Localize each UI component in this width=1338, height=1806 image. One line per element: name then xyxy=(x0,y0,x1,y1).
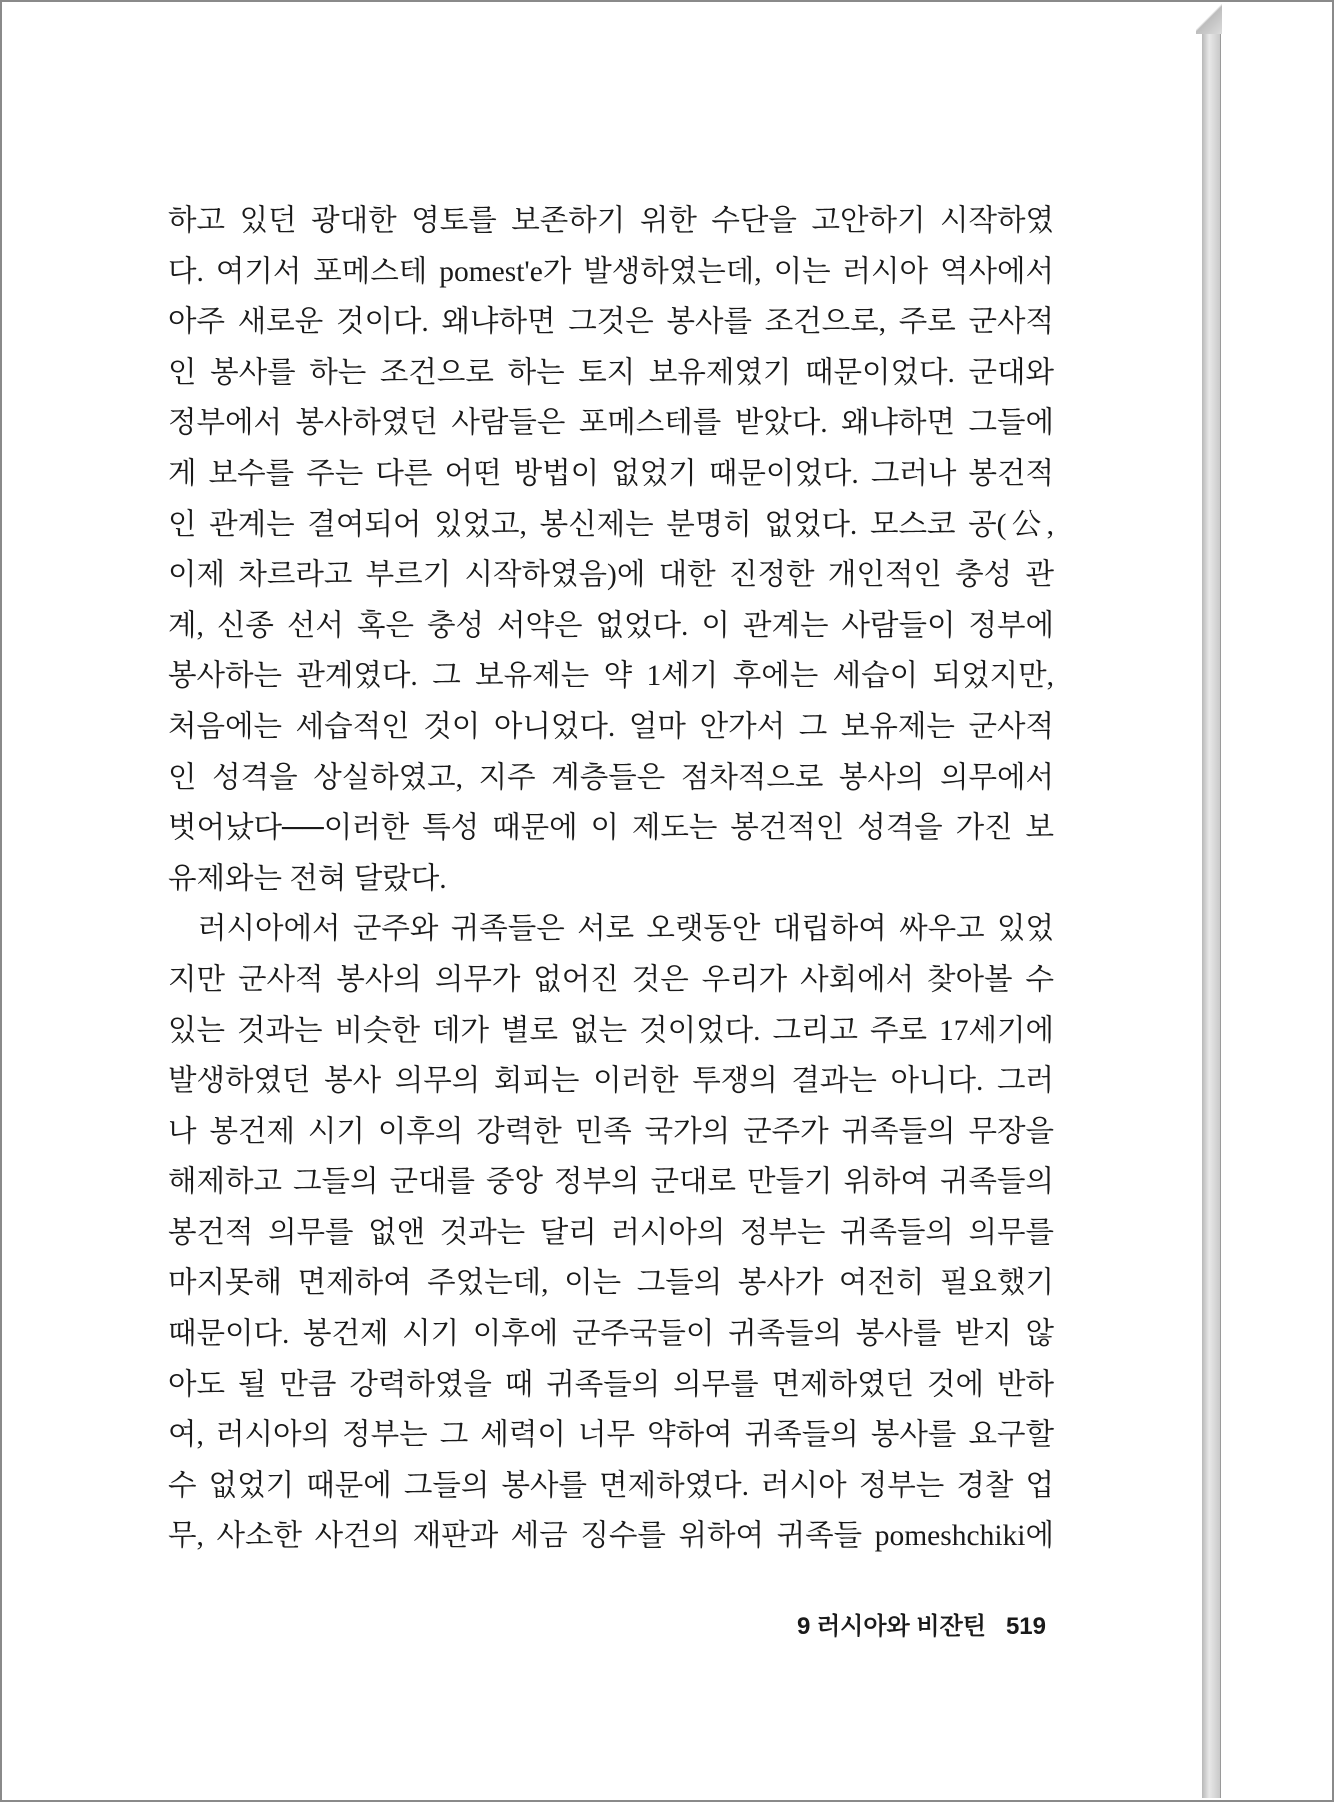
chapter-title: 9 러시아와 비잔틴 xyxy=(796,1613,986,1640)
running-footer xyxy=(600,1606,1046,1641)
text-line: 발생하였던 봉사 의무의 회피는 이러한 투쟁의 결과는 아니다. 그러 xyxy=(168,1065,1054,1098)
text-line: 봉건적 의무를 없앤 것과는 달리 러시아의 정부는 귀족들의 의무를 xyxy=(168,1216,1054,1249)
text-line: 처음에는 세습적인 것이 아니었다. 얼마 안가서 그 보유제는 군사적 xyxy=(168,710,1054,743)
text-line: 무, 사소한 사건의 재판과 세금 징수를 위하여 귀족들 pomeshchiki에 xyxy=(168,1520,1054,1553)
text-line: 게 보수를 주는 다른 어떤 방법이 없었기 때문이었다. 그러나 봉건적 xyxy=(168,457,1054,490)
text-line: 아도 될 만큼 강력하였을 때 귀족들의 의무를 면제하였던 것에 반하 xyxy=(168,1368,1054,1401)
text-line: 인 봉사를 하는 조건으로 하는 토지 보유제였기 때문이었다. 군대와 xyxy=(168,356,1054,389)
text-line: 수 없었기 때문에 그들의 봉사를 면제하였다. 러시아 정부는 경찰 업 xyxy=(168,1469,1054,1502)
text-line: 인 관계는 결여되어 있었고, 봉신제는 분명히 없었다. 모스코 공(公, xyxy=(168,508,1054,541)
text-line: 유제와는 전혀 달랐다. xyxy=(168,862,447,895)
page-corner xyxy=(1196,4,1222,34)
text-line: 해제하고 그들의 군대를 중앙 정부의 군대로 만들기 위하여 귀족들의 xyxy=(168,1166,1054,1199)
text-line: 지만 군사적 봉사의 의무가 없어진 것은 우리가 사회에서 찾아볼 수 xyxy=(168,963,1054,996)
text-line: 인 성격을 상실하였고, 지주 계층들은 점차적으로 봉사의 의무에서 xyxy=(168,761,1054,794)
paragraph-first-line: 러시아에서 군주와 귀족들은 서로 오랫동안 대립하여 싸우고 있었 xyxy=(198,913,1054,946)
text-line: 마지못해 면제하여 주었는데, 이는 그들의 봉사가 여전히 필요했기 xyxy=(168,1267,1054,1300)
text-line: 아주 새로운 것이다. 왜냐하면 그것은 봉사를 조건으로, 주로 군사적 xyxy=(168,306,1054,339)
page-edge xyxy=(1202,6,1221,1798)
page-number: 519 xyxy=(1005,1613,1046,1640)
body-text xyxy=(168,196,1054,1562)
text-line: 여, 러시아의 정부는 그 세력이 너무 약하여 귀족들의 봉사를 요구할 xyxy=(168,1419,1054,1452)
text-line: 있는 것과는 비슷한 데가 별로 없는 것이었다. 그리고 주로 17세기에 xyxy=(168,1014,1054,1047)
text-line: 벗어났다──이러한 특성 때문에 이 제도는 봉건적인 성격을 가진 보 xyxy=(168,812,1054,845)
text-line: 나 봉건제 시기 이후의 강력한 민족 국가의 군주가 귀족들의 무장을 xyxy=(168,1115,1054,1148)
text-line: 봉사하는 관계였다. 그 보유제는 약 1세기 후에는 세습이 되었지만, xyxy=(168,660,1054,693)
text-line: 때문이다. 봉건제 시기 이후에 군주국들이 귀족들의 봉사를 받지 않 xyxy=(168,1318,1054,1351)
text-line: 다. 여기서 포메스테 pomest'e가 발생하였는데, 이는 러시아 역사에서 xyxy=(168,255,1054,288)
text-line: 하고 있던 광대한 영토를 보존하기 위한 수단을 고안하기 시작하였 xyxy=(168,205,1054,237)
text-line: 계, 신종 선서 혹은 충성 서약은 없었다. 이 관계는 사람들이 정부에 xyxy=(168,609,1054,642)
text-line: 이제 차르라고 부르기 시작하였음)에 대한 진정한 개인적인 충성 관 xyxy=(168,559,1054,592)
text-line: 정부에서 봉사하였던 사람들은 포메스테를 받았다. 왜냐하면 그들에 xyxy=(168,407,1054,440)
